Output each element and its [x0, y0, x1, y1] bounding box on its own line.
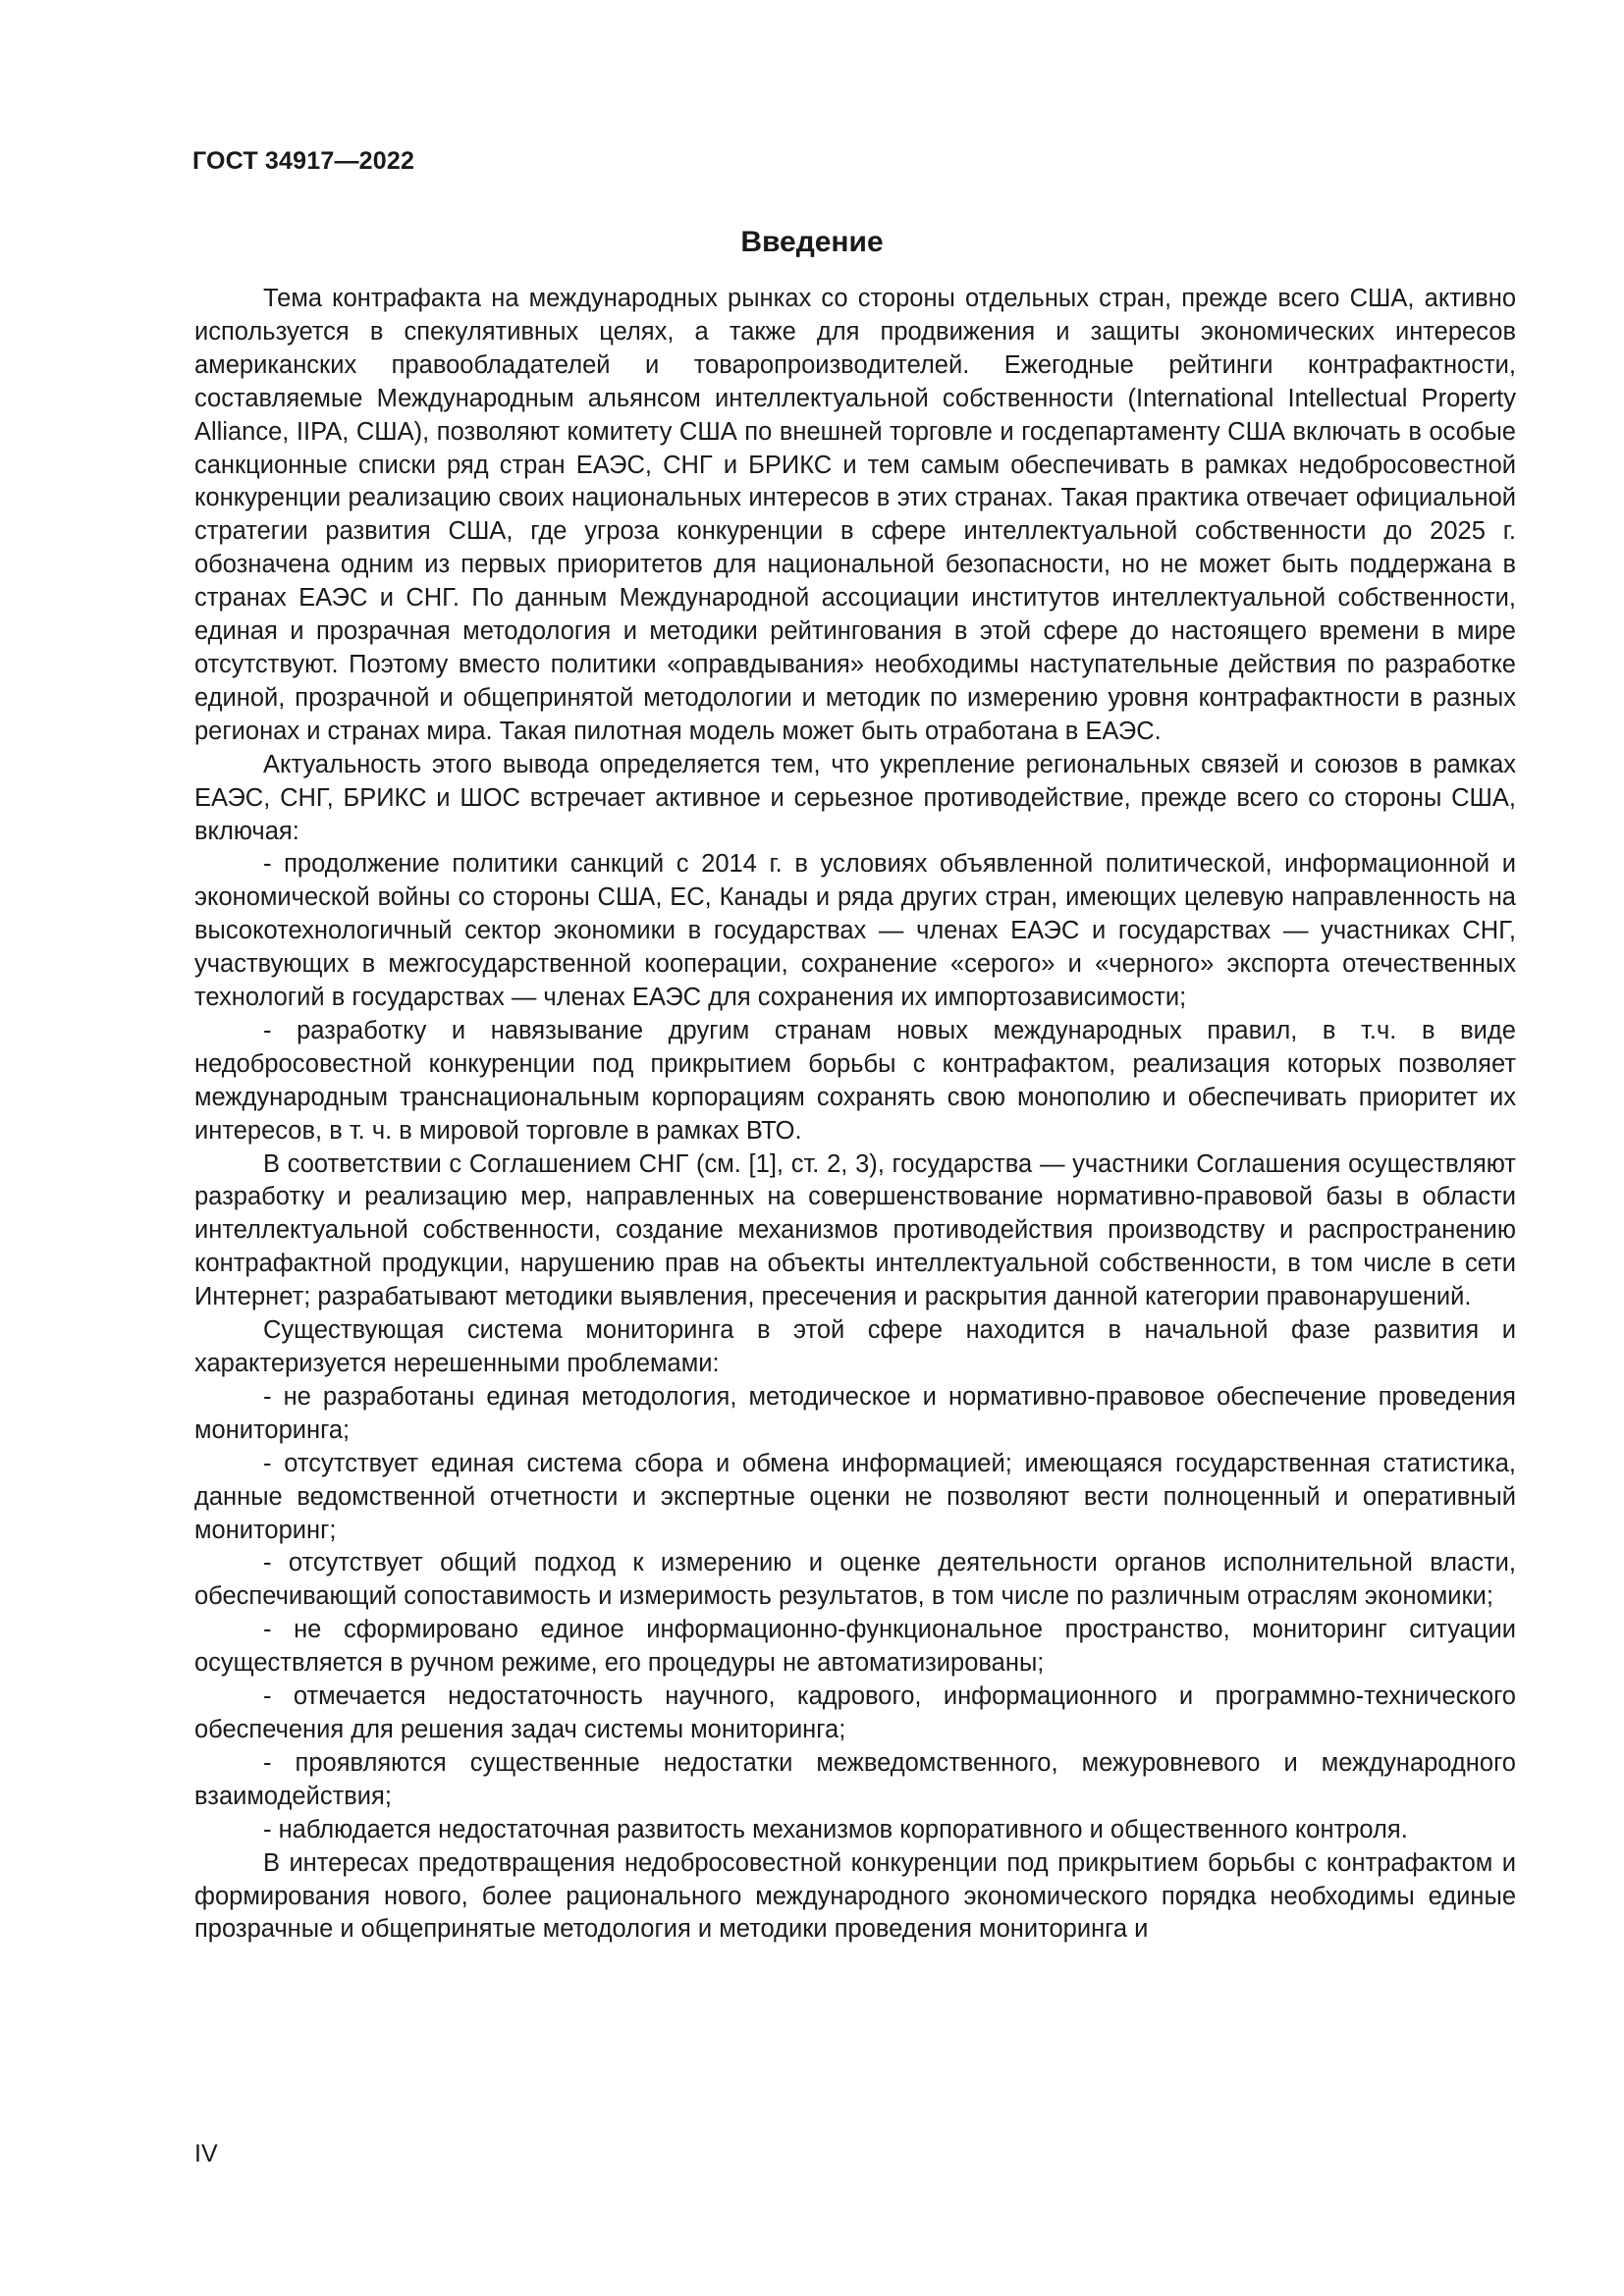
body-text	[194, 283, 1516, 1947]
page-number: IV	[194, 2140, 218, 2167]
list-item: - проявляются существенные недостатки межведомственного, межуровневого и международного взаимодействия;	[194, 1748, 1516, 1810]
list-item: - отсутствует единая система сбора и обмена информацией; имеющаяся государственная статистика, данные ведомственной отчетности и экспертные оценки не позволяют вести полноценный и оперативный мониторинг;	[194, 1449, 1516, 1544]
document-code: ГОСТ 34917—2022	[192, 147, 415, 175]
paragraph: В интересах предотвращения недобросовестной конкуренции под прикрытием борьбы с контрафактом и формирования нового, более рационального международного экономического порядка необходимы единые прозрачные и общепринятые методология и методики проведения мониторинга и	[194, 1848, 1516, 1944]
list-item: - отсутствует общий подход к измерению и оценке деятельности органов исполнительной власти, обеспечивающий сопоставимость и измеримость результатов, в том числе по различным отраслям экономики;	[194, 1549, 1516, 1611]
list-item: - отмечается недостаточность научного, кадрового, информационного и программно-технического обеспечения для решения задач системы мониторинга;	[194, 1682, 1516, 1743]
list-item: - не разработаны единая методология, методическое и нормативно-правовое обеспечение проведения мониторинга;	[194, 1382, 1516, 1444]
list-item: - не сформировано единое информационно-функциональное пространство, мониторинг ситуации осуществляется в ручном режиме, его процедуры не автоматизированы;	[194, 1616, 1516, 1678]
list-item: - наблюдается недостаточная развитость механизмов корпоративного и общественного контроля.	[263, 1815, 1408, 1843]
list-item: - продолжение политики санкций с 2014 г. в условиях объявленной политической, информационной и экономической войны со стороны США, ЕС, Канады и ряда других стран, имеющих целевую направленность на высокотехнологичный сектор экономики в государствах — членах ЕАЭС и государствах — участниках СНГ, участвующих в межгосударственной кооперации, сохранение «серого» и «черного» экспорта отечественных технологий в государствах — членах ЕАЭС для сохранения их импортозависимости;	[194, 850, 1516, 1012]
paragraph: Актуальность этого вывода определяется тем, что укрепление региональных связей и союзов в рамках ЕАЭС, СНГ, БРИКС и ШОС встречает активное и серьезное противодействие, прежде всего со стороны США, включая:	[194, 750, 1516, 845]
paragraph: В соответствии с Соглашением СНГ (см. [1], ст. 2, 3), государства — участники Соглашения осуществляют разработку и реализацию мер, направленных на совершенствование нормативно-правовой базы в области интеллектуальной собственности, создание механизмов противодействия производству и распространению контрафактной продукции, нарушению прав на объекты интеллектуальной собственности, в том числе в сети Интернет; разрабатывают методики выявления, пресечения и раскрытия данной категории правонарушений.	[194, 1149, 1516, 1311]
section-title: Введение	[740, 226, 884, 258]
paragraph: Существующая система мониторинга в этой сфере находится в начальной фазе развития и характеризуется нерешенными проблемами:	[194, 1316, 1516, 1377]
paragraph: Тема контрафакта на международных рынках со стороны отдельных стран, прежде всего США, активно используется в спекулятивных целях, а также для продвижения и защиты экономических интересов американских правообладателей и товаропроизводителей. Ежегодные рейтинги контрафактности, составляемые Международным альянсом интеллектуальной собственности (International Intellectual Property Alliance, IIPA, США), позволяют комитету США по внешней торговле и госдепартаменту США включать в особые санкционные списки ряд стран ЕАЭС, СНГ и БРИКС и тем самым обеспечивать в рамках недобросовестной конкуренции реализацию своих национальных интересов в этих странах. Такая практика отвечает официальной стратегии развития США, где угроза конкуренции в сфере интеллектуальной собственности до 2025 г. обозначена одним из первых приоритетов для национальной безопасности, но не может быть поддержана в странах ЕАЭС и СНГ. По данным Международной ассоциации институтов интеллектуальной собственности, единая и прозрачная методология и методики рейтингования в этой сфере до настоящего времени в мире отсутствуют. Поэтому вместо политики «оправдывания» необходимы наступательные действия по разработке единой, прозрачной и общепринятой методологии и методик по измерению уровня контрафактности в разных регионах и странах мира. Такая пилотная модель может быть отработана в ЕАЭС.	[194, 285, 1516, 745]
list-item: - разработку и навязывание другим странам новых международных правил, в т.ч. в виде недобросовестной конкуренции под прикрытием борьбы с контрафактом, реализация которых позволяет международным транснациональным корпорациям сохранять свою монополию и обеспечивать приоритет их интересов, в т. ч. в мировой торговле в рамках ВТО.	[194, 1016, 1516, 1145]
